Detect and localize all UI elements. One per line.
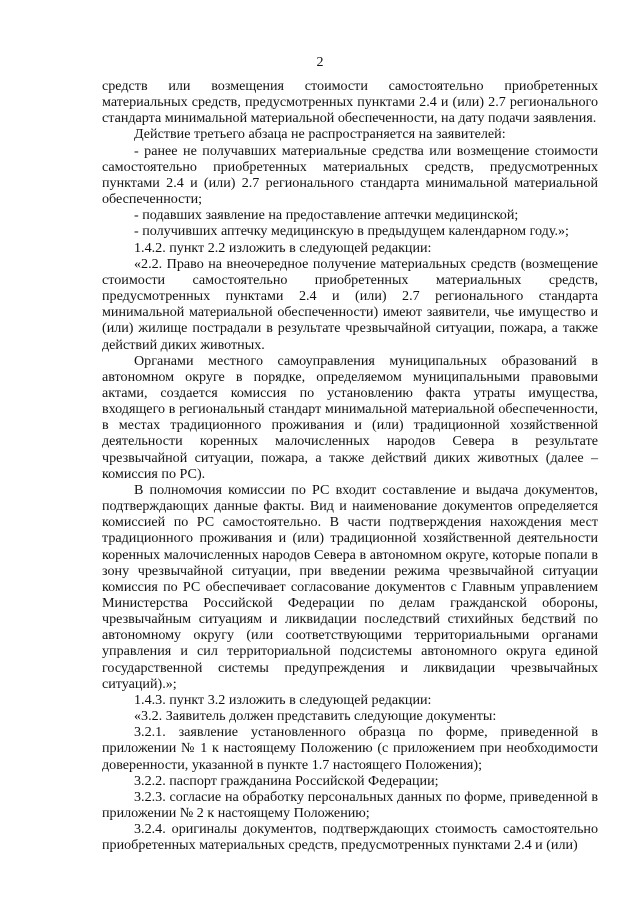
paragraph: 3.2.1. заявление установленного образца по форме, приведенной в приложении № 1 к настоящему Положению (с приложением при необходимости доверенности, указанной в пункте 1.7 настоящего Положения); <box>102 724 598 773</box>
page-number: 2 <box>316 55 324 70</box>
paragraph: 3.2.4. оригиналы документов, подтверждающих стоимость самостоятельно приобретенных материальных средств, предусмотренных пунктами 2.4 и (или) <box>102 821 598 854</box>
paragraph-continuation: средств или возмещения стоимости самостоятельно приобретенных материальных средств, предусмотренных пунктами 2.4 и (или) 2.7 регионального стандарта минимальной материальной обеспеченности, на дату подачи заявления. <box>102 78 598 127</box>
list-item: - подавших заявление на предоставление аптечки медицинской; <box>134 207 519 224</box>
paragraph: «2.2. Право на внеочередное получение материальных средств (возмещение стоимости самостоятельно приобретенных материальных средств, предусмотренных пунктами 2.4 и (или) 2.7 регионального стандарта минимальной материальной обеспеченности) имеют заявители, чье имущество и (или) жилище пострадали в результате чрезвычайной ситуации, пожара, а также действий диких животных. <box>102 255 598 353</box>
paragraph: Органами местного самоуправления муниципальных образований в автономном округе в порядке, определяемом муниципальными правовыми актами, создается комиссия по установлению факта утраты имущества, входящего в региональный стандарт минимальной материальной обеспеченности, в местах традиционного проживания и (или) традиционной хозяйственной деятельности коренных малочисленных народов Севера в результате чрезвычайной ситуации, пожара, а также действий диких животных (далее – комиссия по РС). <box>102 352 598 482</box>
paragraph: 3.2.2. паспорт гражданина Российской Федерации; <box>134 772 439 789</box>
document-body <box>102 78 598 854</box>
paragraph: 1.4.3. пункт 3.2 изложить в следующей редакции: <box>134 691 432 708</box>
list-item: - ранее не получавших материальные средства или возмещение стоимости самостоятельно приобретенных материальных средств, предусмотренных пунктами 2.4 и (или) 2.7 регионального стандарта минимальной материальной обеспеченности; <box>102 142 598 208</box>
paragraph: «3.2. Заявитель должен представить следующие документы: <box>134 708 497 725</box>
paragraph: 3.2.3. согласие на обработку персональных данных по форме, приведенной в приложении № 2 к настоящему Положению; <box>102 788 598 822</box>
paragraph: В полномочия комиссии по РС входит составление и выдача документов, подтверждающих данные факты. Вид и наименование документов определяется комиссией по РС самостоятельно. В части подтверждения нахождения мест традиционного проживания и (или) традиционной хозяйственной деятельности коренных малочисленных народов Севера в автономном округе, которые попали в зону чрезвычайной ситуации, при введении режима чрезвычайной ситуации комиссия по РС обеспечивает согласование документов с Главным управлением Министерства Российской Федерации по делам гражданской обороны, чрезвычайным ситуациям и ликвидации последствий стихийных бедствий по автономному округу (или соответствующими территориальными органами управления и сил территориальной подсистемы автономного округа единой государственной системы предупреждения и ликвидации чрезвычайных ситуаций).»; <box>102 481 598 692</box>
paragraph: 1.4.2. пункт 2.2 изложить в следующей редакции: <box>134 239 432 256</box>
list-item: - получивших аптечку медицинскую в предыдущем календарном году.»; <box>134 223 569 240</box>
paragraph: Действие третьего абзаца не распространяется на заявителей: <box>134 126 506 143</box>
